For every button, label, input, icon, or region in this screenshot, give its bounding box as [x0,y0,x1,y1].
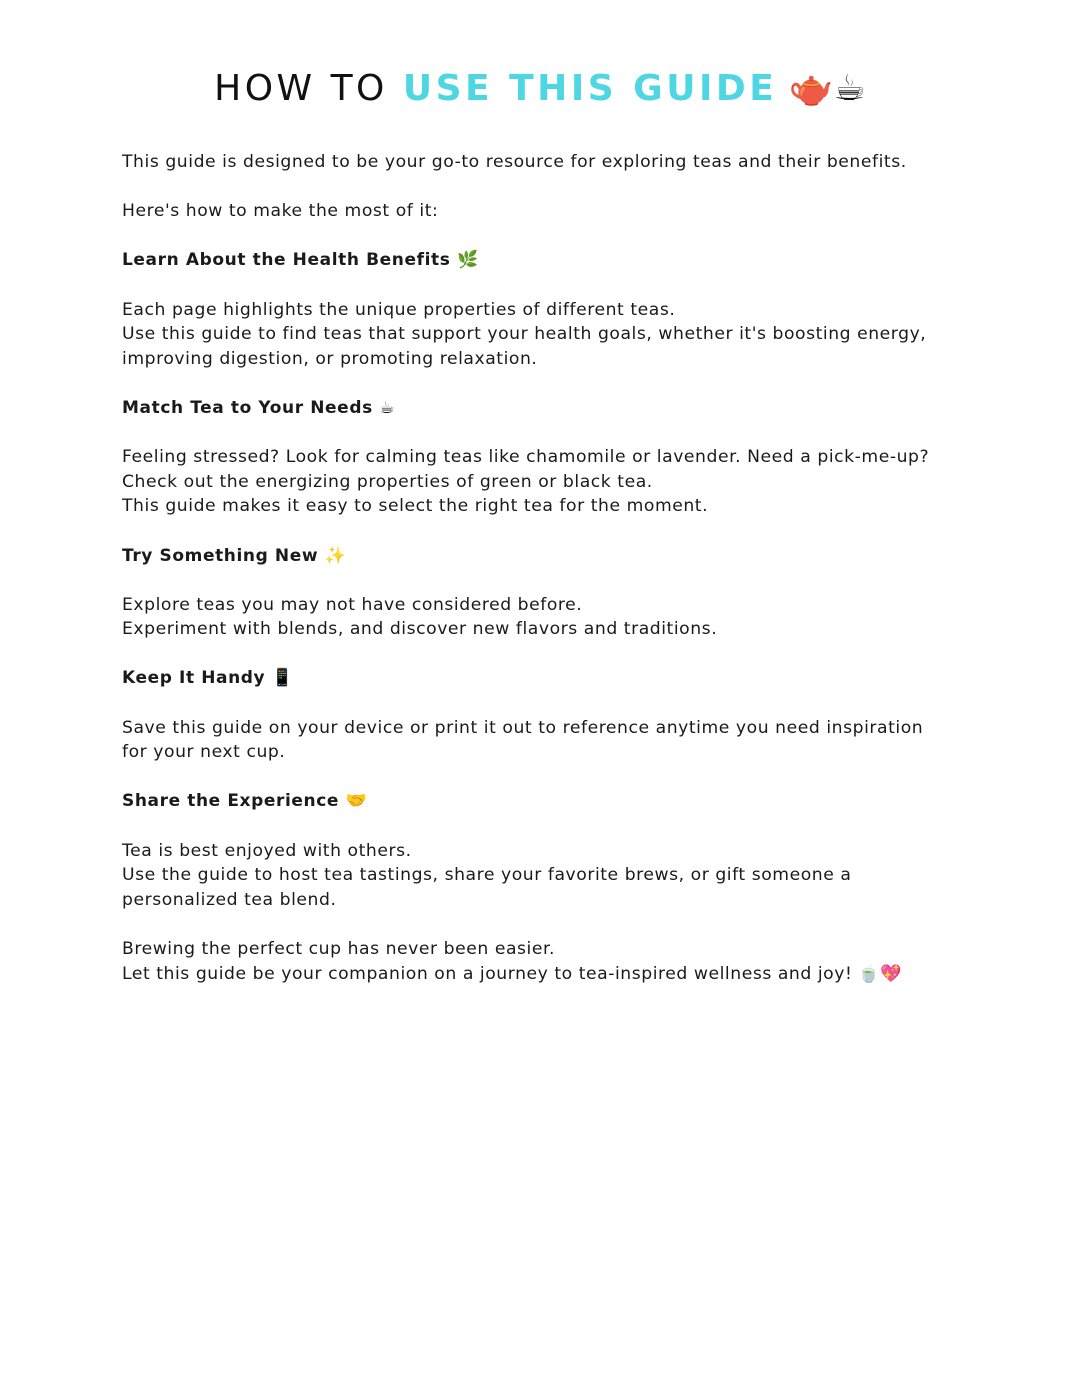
spacer [122,814,972,839]
closing-line: Let this guide be your companion on a journey to tea-inspired wellness and joy! 🍵💖 [122,963,903,984]
section-text-line: Use this guide to find teas that support your health goals, whether it's boosting energy, [122,324,927,345]
title-plain-text: HOW TO [214,68,403,109]
section-text-line: Check out the energizing properties of green or black tea. [122,471,653,492]
spacer [122,765,972,790]
section-text-line: improving digestion, or promoting relaxation. [122,348,538,369]
section-heading-match-tea: Match Tea to Your Needs ☕ [122,397,396,418]
spacer [122,421,972,446]
page-title [0,66,1080,112]
spacer [122,568,972,593]
spacer [122,273,972,298]
spacer [122,691,972,716]
spacer [122,642,972,667]
section-text-line: Use the guide to host tea tastings, share your favorite brews, or gift someone a [122,865,852,886]
closing-line: Brewing the perfect cup has never been easier. [122,939,556,959]
section-heading-health-benefits: Learn About the Health Benefits 🌿 [122,250,479,271]
section-text-line: This guide makes it easy to select the right tea for the moment. [122,496,709,517]
section-heading-share: Share the Experience 🤝 [122,791,368,812]
spacer [122,224,972,249]
spacer [122,912,972,937]
section-text-line: personalized tea blend. [122,889,337,910]
intro-subline: Here's how to make the most of it: [122,201,439,222]
section-text-line: Tea is best enjoyed with others. [122,840,412,861]
section-text-line: Each page highlights the unique properties of different teas. [122,299,676,320]
spacer [122,519,972,544]
guide-content [122,150,972,986]
teapot-cup-icon: 🫖☕ [777,68,866,109]
spacer [122,175,972,200]
intro-paragraph: This guide is designed to be your go-to resource for exploring teas and their benefits. [122,152,907,172]
section-heading-try-new: Try Something New ✨ [122,545,347,566]
section-text-line: for your next cup. [122,742,286,763]
section-text-line: Experiment with blends, and discover new flavors and traditions. [122,619,718,640]
section-text-line: Save this guide on your device or print it out to reference anytime you need inspiration [122,717,924,738]
title-accent-text: USE THIS GUIDE [402,68,778,109]
spacer [122,371,972,396]
section-heading-keep-handy: Keep It Handy 📱 [122,668,294,689]
section-text-line: Feeling stressed? Look for calming teas like chamomile or lavender. Need a pick-me-up? [122,447,930,468]
section-text-line: Explore teas you may not have considered before. [122,594,583,615]
